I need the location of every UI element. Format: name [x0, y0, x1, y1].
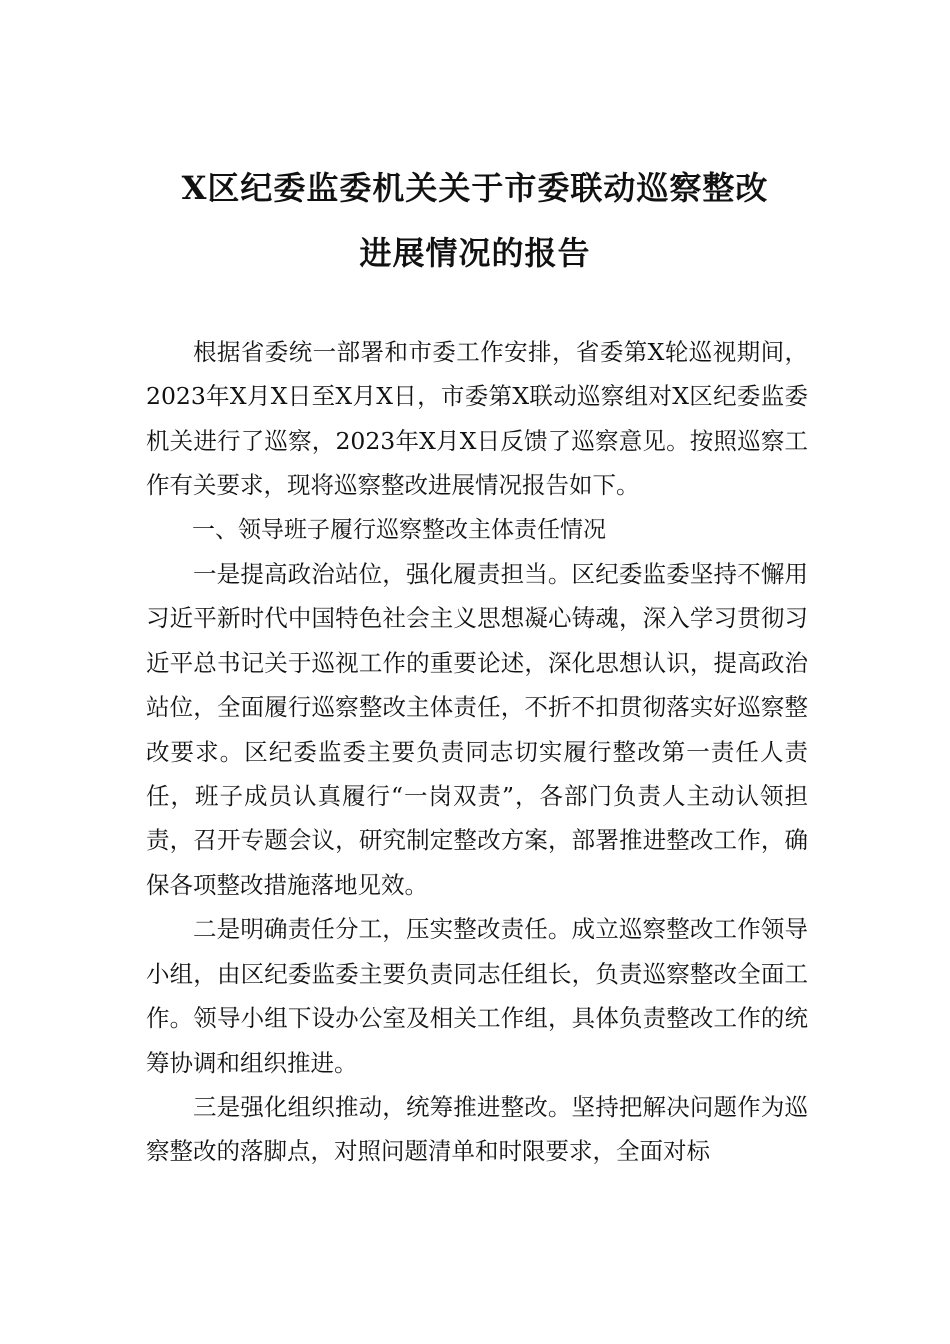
- document-body: [146, 330, 808, 1174]
- paragraph-1: 一是提高政治站位，强化履责担当。区纪委监委坚持不懈用习近平新时代中国特色社会主义思想凝心铸魂，深入学习贯彻习近平总书记关于巡视工作的重要论述，深化思想认识，提高政治站位，全面履行巡察整改主体责任，不折不扣贯彻落实好巡察整改要求。区纪委监委主要负责同志切实履行整改第一责任人责任，班子成员认真履行“一岗双责”，各部门负责人主动认领担责，召开专题会议，研究制定整改方案，部署推进整改工作，确保各项整改措施落地见效。: [146, 560, 808, 899]
- document-title-line-2: 进展情况的报告: [359, 234, 591, 272]
- section-heading-1: 一、领导班子履行巡察整改主体责任情况: [192, 516, 606, 543]
- intro-paragraph: 根据省委统一部署和市委工作安排，省委第X轮巡视期间，2023年X月X日至X月X日，市委第X联动巡察组对X区纪委监委机关进行了巡察，2023年X月X日反馈了巡察意见。按照巡察工作有关要求，现将巡察整改进展情况报告如下。: [146, 338, 808, 500]
- paragraph-2: 二是明确责任分工，压实整改责任。成立巡察整改工作领导小组，由区纪委监委主要负责同志任组长，负责巡察整改全面工作。领导小组下设办公室及相关工作组，具体负责整改工作的统筹协调和组织推进。: [146, 915, 808, 1077]
- paragraph-3: 三是强化组织推动，统筹推进整改。坚持把解决问题作为巡察整改的落脚点，对照问题清单和时限要求，全面对标: [146, 1092, 808, 1166]
- document-title-line-1: X区纪委监委机关关于市委联动巡察整改: [181, 169, 769, 207]
